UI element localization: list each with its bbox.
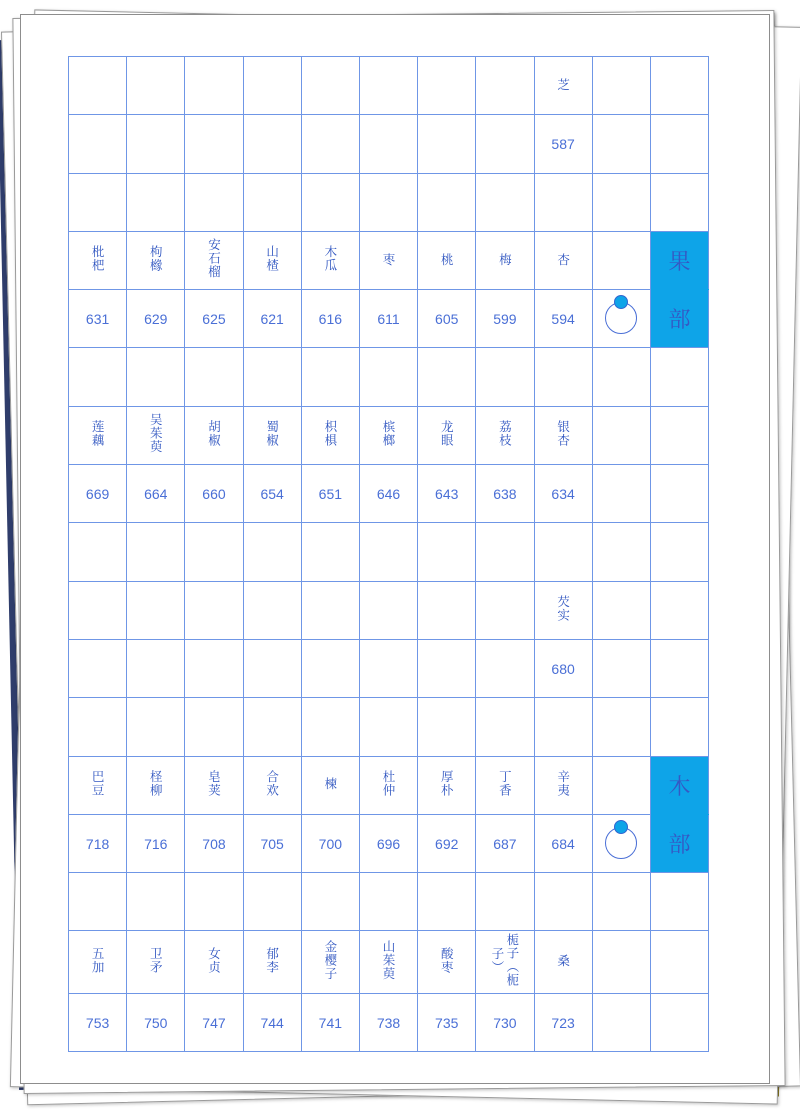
margin-cell (592, 756, 650, 814)
page-number: 747 (202, 1014, 226, 1031)
grid-cell (301, 348, 359, 406)
grid-cell (476, 173, 534, 231)
page-number: 730 (493, 1014, 517, 1031)
grid-cell (301, 465, 359, 523)
page-number: 692 (435, 836, 459, 852)
grid-cell (476, 348, 534, 406)
margin-cell (592, 873, 650, 931)
page-number: 631 (85, 311, 110, 328)
herb-name: 芝 (555, 77, 571, 92)
page-number: 696 (376, 836, 401, 852)
grid-cell (418, 873, 476, 931)
page-number: 638 (493, 486, 517, 503)
grid-cell (534, 290, 592, 348)
margin-cell (592, 115, 650, 173)
section-label (650, 756, 708, 814)
grid-cell (127, 814, 185, 872)
herb-name: 槟榔 (381, 419, 397, 447)
herb-name: 杜仲 (381, 769, 397, 797)
herb-name: 酸枣 (439, 946, 455, 974)
grid-cell (69, 756, 127, 814)
page-number: 753 (85, 1014, 110, 1031)
margin-cell (592, 465, 650, 523)
page-number: 738 (376, 1014, 401, 1031)
grid-cell (243, 873, 301, 931)
table-row (69, 57, 709, 115)
grid-cell (301, 290, 359, 348)
grid-cell (127, 348, 185, 406)
section-character: 部 (668, 833, 691, 858)
grid-cell (185, 57, 243, 115)
grid-cell (185, 873, 243, 931)
table-row (69, 115, 709, 173)
section-label (650, 290, 708, 348)
grid-cell (69, 698, 127, 756)
table-row (69, 993, 709, 1051)
page-number: 735 (435, 1014, 459, 1031)
section-cell (650, 406, 708, 464)
herb-name: 杏 (555, 252, 571, 267)
grid-cell (301, 523, 359, 581)
page-number: 705 (260, 836, 284, 852)
herb-name: 山茱萸 (381, 939, 397, 981)
table-row (69, 290, 709, 348)
section-cell (650, 931, 708, 993)
grid-cell (69, 57, 127, 115)
page-number: 687 (493, 836, 517, 852)
grid-cell (127, 581, 185, 639)
page-number: 684 (551, 836, 575, 852)
grid-cell (243, 406, 301, 464)
grid-cell (534, 406, 592, 464)
grid-cell (476, 115, 534, 173)
grid-cell (418, 698, 476, 756)
grid-cell (476, 57, 534, 115)
grid-cell (418, 639, 476, 697)
grid-cell (359, 57, 417, 115)
grid-cell (127, 993, 185, 1051)
page-number: 587 (551, 136, 575, 153)
grid-cell (534, 581, 592, 639)
grid-cell (69, 873, 127, 931)
grid-cell (243, 57, 301, 115)
grid-cell (476, 993, 534, 1051)
page-number: 605 (435, 311, 459, 328)
binder-hole-icon (614, 820, 628, 834)
grid-cell (301, 406, 359, 464)
grid-cell (185, 173, 243, 231)
grid-cell (243, 173, 301, 231)
grid-cell (359, 931, 417, 993)
grid-cell (534, 523, 592, 581)
grid-cell (185, 348, 243, 406)
grid-cell (418, 465, 476, 523)
grid-cell (127, 231, 185, 289)
table-row (69, 756, 709, 814)
grid-cell (359, 115, 417, 173)
section-cell (650, 57, 708, 115)
grid-cell (185, 581, 243, 639)
grid-cell (301, 115, 359, 173)
grid-cell (476, 873, 534, 931)
grid-cell (185, 639, 243, 697)
grid-cell (127, 465, 185, 523)
grid-cell (301, 814, 359, 872)
grid-cell (534, 756, 592, 814)
table-row (69, 581, 709, 639)
table-row (69, 814, 709, 872)
margin-cell (592, 523, 650, 581)
page-number: 750 (144, 1014, 168, 1031)
herb-name: 银杏 (555, 419, 571, 447)
grid-cell (243, 581, 301, 639)
grid-cell (243, 814, 301, 872)
grid-cell (301, 231, 359, 289)
herb-name: 巴豆 (90, 769, 106, 797)
grid-cell (127, 173, 185, 231)
section-cell (650, 639, 708, 697)
page-number: 680 (551, 661, 575, 678)
grid-cell (243, 756, 301, 814)
grid-cell (476, 756, 534, 814)
herb-name: 厚朴 (439, 769, 455, 797)
herb-name: 枇杷 (90, 245, 106, 273)
section-cell (650, 581, 708, 639)
herb-name: 女贞 (206, 946, 222, 974)
grid-cell (418, 115, 476, 173)
herb-name: 荔枝 (497, 419, 513, 447)
section-cell (650, 873, 708, 931)
herb-name: 桑 (555, 954, 571, 968)
herb-name: 蜀椒 (264, 419, 280, 447)
page-number: 741 (318, 1014, 343, 1031)
grid-cell (185, 756, 243, 814)
grid-cell (69, 814, 127, 872)
page-number: 744 (260, 1014, 284, 1031)
grid-cell (69, 523, 127, 581)
page-number: 669 (85, 486, 110, 503)
grid-cell (301, 57, 359, 115)
herb-name: 山楂 (264, 245, 280, 273)
page-number: 625 (202, 311, 226, 328)
grid-cell (476, 406, 534, 464)
grid-cell (243, 523, 301, 581)
grid-cell (534, 115, 592, 173)
herb-name: 枣 (381, 252, 397, 267)
grid-cell (243, 290, 301, 348)
page-number: 651 (318, 486, 343, 503)
grid-cell (534, 814, 592, 872)
grid-cell (418, 756, 476, 814)
table-row (69, 873, 709, 931)
margin-cell (592, 993, 650, 1051)
grid-cell (359, 993, 417, 1051)
grid-cell (127, 115, 185, 173)
grid-cell (476, 231, 534, 289)
page-number: 643 (435, 486, 459, 503)
grid-cell (69, 231, 127, 289)
grid-cell (359, 639, 417, 697)
section-cell (650, 115, 708, 173)
grid-cell (418, 931, 476, 993)
grid-cell (127, 931, 185, 993)
grid-cell (127, 523, 185, 581)
table-row (69, 465, 709, 523)
grid-cell (243, 231, 301, 289)
grid-cell (185, 290, 243, 348)
grid-cell (243, 115, 301, 173)
section-cell (650, 348, 708, 406)
herb-name: 吴茱萸 (148, 413, 164, 454)
grid-cell (418, 406, 476, 464)
herb-name: 安石榴 (206, 238, 222, 279)
grid-cell (301, 756, 359, 814)
grid-cell (69, 348, 127, 406)
grid-cell (534, 698, 592, 756)
herb-name: 金樱子 (322, 939, 338, 981)
section-character: 木 (668, 774, 691, 800)
grid-cell (476, 931, 534, 993)
grid-cell (418, 581, 476, 639)
grid-cell (127, 873, 185, 931)
grid-cell (359, 814, 417, 872)
grid-cell (476, 698, 534, 756)
herb-name: 芡实 (555, 594, 571, 622)
page-number: 616 (318, 311, 343, 328)
grid-cell (534, 931, 592, 993)
herb-name: 梅 (497, 252, 513, 267)
page-number: 718 (85, 836, 110, 852)
grid-cell (301, 873, 359, 931)
section-cell (650, 523, 708, 581)
page-number: 660 (202, 486, 226, 503)
grid-cell (185, 814, 243, 872)
grid-cell (359, 523, 417, 581)
margin-cell (592, 406, 650, 464)
grid-cell (418, 231, 476, 289)
grid-cell (301, 698, 359, 756)
herb-name: 龙眼 (439, 419, 455, 447)
herb-name: 栀子（枙子） (489, 933, 520, 988)
grid-cell (359, 406, 417, 464)
grid-cell (301, 993, 359, 1051)
table-row (69, 931, 709, 993)
grid-cell (185, 406, 243, 464)
herb-name: 卫矛 (148, 946, 164, 974)
grid-cell (127, 290, 185, 348)
grid-cell (69, 993, 127, 1051)
margin-cell (592, 173, 650, 231)
page-number: 611 (377, 311, 400, 328)
grid-cell (418, 814, 476, 872)
grid-cell (127, 756, 185, 814)
section-character: 果 (668, 250, 691, 276)
margin-cell (592, 57, 650, 115)
grid-cell (185, 931, 243, 993)
grid-cell (418, 173, 476, 231)
binder-hole-icon (614, 295, 628, 309)
grid-cell (476, 639, 534, 697)
herb-name: 合欢 (264, 769, 280, 797)
grid-cell (69, 290, 127, 348)
herb-name: 皂荚 (206, 769, 222, 797)
table-row (69, 348, 709, 406)
grid-cell (534, 993, 592, 1051)
grid-cell (69, 581, 127, 639)
grid-cell (69, 465, 127, 523)
margin-cell (592, 290, 650, 348)
grid-cell (359, 873, 417, 931)
grid-cell (243, 993, 301, 1051)
page-number: 708 (202, 836, 226, 852)
grid-cell (301, 173, 359, 231)
section-character: 部 (668, 308, 691, 334)
margin-cell (592, 348, 650, 406)
grid-cell (185, 698, 243, 756)
table-row (69, 639, 709, 697)
grid-cell (243, 931, 301, 993)
grid-cell (301, 931, 359, 993)
page-number: 634 (551, 486, 575, 503)
section-cell (650, 698, 708, 756)
herb-name: 胡椒 (206, 419, 222, 447)
grid-cell (243, 698, 301, 756)
herb-name: 桃 (439, 252, 455, 267)
grid-cell (418, 523, 476, 581)
grid-cell (301, 639, 359, 697)
page-number: 599 (493, 311, 517, 328)
grid-cell (69, 406, 127, 464)
grid-cell (534, 57, 592, 115)
grid-cell (243, 639, 301, 697)
grid-cell (418, 993, 476, 1051)
grid-cell (69, 173, 127, 231)
margin-cell (592, 931, 650, 993)
herb-name: 枸橼 (148, 245, 164, 273)
grid-cell (185, 993, 243, 1051)
grid-cell (127, 639, 185, 697)
grid-cell (476, 290, 534, 348)
grid-cell (418, 348, 476, 406)
grid-cell (127, 698, 185, 756)
grid-cell (359, 698, 417, 756)
grid-cell (534, 465, 592, 523)
herb-name: 楝 (322, 777, 338, 791)
index-grid (68, 56, 709, 1052)
herb-name: 枳椇 (322, 419, 338, 447)
grid-cell (69, 115, 127, 173)
section-label (650, 231, 708, 289)
grid-cell (359, 348, 417, 406)
herb-name: 辛夷 (555, 769, 571, 797)
grid-cell (69, 639, 127, 697)
grid-cell (359, 756, 417, 814)
grid-cell (185, 465, 243, 523)
margin-cell (592, 814, 650, 872)
herb-name: 郁李 (264, 946, 280, 974)
grid-cell (534, 639, 592, 697)
section-cell (650, 993, 708, 1051)
grid-cell (243, 348, 301, 406)
section-cell (650, 465, 708, 523)
page-number: 621 (260, 311, 284, 328)
grid-cell (534, 173, 592, 231)
grid-cell (359, 465, 417, 523)
page-number: 594 (551, 311, 575, 328)
grid-cell (185, 523, 243, 581)
grid-cell (185, 115, 243, 173)
table-row (69, 523, 709, 581)
grid-cell (127, 406, 185, 464)
grid-cell (476, 523, 534, 581)
herb-name: 莲藕 (90, 419, 106, 447)
margin-cell (592, 581, 650, 639)
page-number: 723 (551, 1014, 575, 1031)
grid-cell (301, 581, 359, 639)
grid-cell (359, 231, 417, 289)
grid-cell (534, 348, 592, 406)
grid-cell (359, 581, 417, 639)
herb-name: 柽柳 (148, 769, 164, 797)
grid-cell (534, 231, 592, 289)
margin-cell (592, 639, 650, 697)
grid-cell (359, 290, 417, 348)
herb-name: 丁香 (497, 769, 513, 797)
grid-cell (69, 931, 127, 993)
table-row (69, 231, 709, 289)
herb-name: 木瓜 (322, 245, 338, 273)
herb-name: 五加 (90, 946, 106, 974)
page-number: 716 (144, 836, 168, 852)
page-number: 700 (318, 836, 343, 852)
page-number: 629 (144, 311, 168, 328)
page-number: 654 (260, 486, 284, 503)
grid-cell (185, 231, 243, 289)
section-label (650, 814, 708, 872)
table-row (69, 173, 709, 231)
page-number: 646 (376, 486, 401, 503)
table-row (69, 698, 709, 756)
section-cell (650, 173, 708, 231)
grid-cell (534, 873, 592, 931)
grid-cell (127, 57, 185, 115)
grid-cell (243, 465, 301, 523)
table-row (69, 406, 709, 464)
grid-cell (418, 290, 476, 348)
margin-cell (592, 698, 650, 756)
grid-cell (476, 814, 534, 872)
margin-cell (592, 231, 650, 289)
page-number: 664 (144, 486, 168, 503)
grid-cell (418, 57, 476, 115)
grid-cell (476, 581, 534, 639)
grid-cell (359, 173, 417, 231)
grid-cell (476, 465, 534, 523)
